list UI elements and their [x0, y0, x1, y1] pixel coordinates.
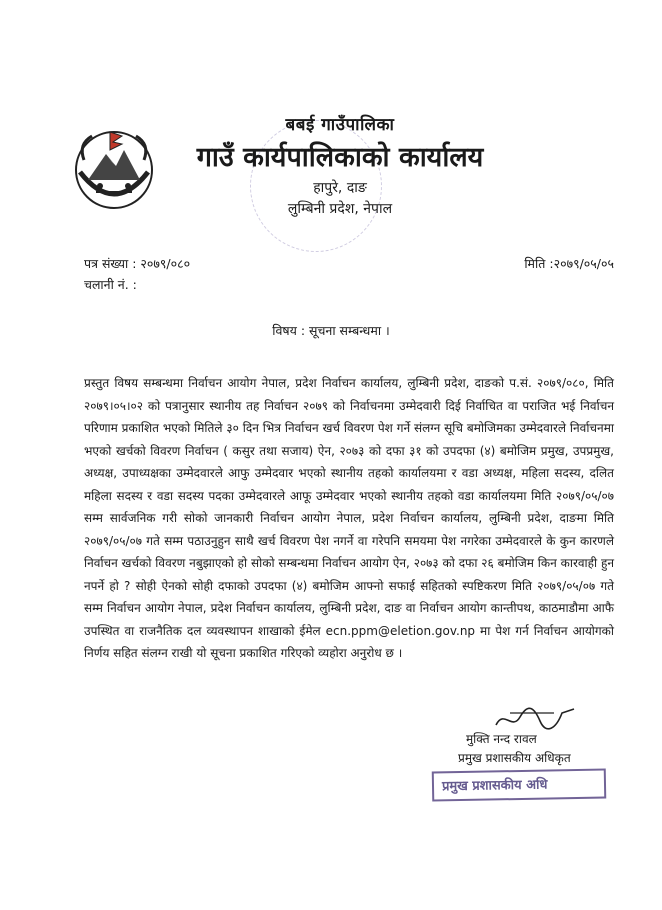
- office-province: लुम्बिनी प्रदेश, नेपाल: [287, 201, 393, 217]
- dispatch-number: चलानी नं. :: [84, 277, 137, 292]
- office-name: गाउँ कार्यपालिकाको कार्यालय: [196, 142, 484, 173]
- reference-number: पत्र संख्या : २०७९/०८०: [84, 256, 191, 271]
- municipality-name: बबई गाउँपालिका: [285, 115, 395, 135]
- letter-subject: विषय : सूचना सम्बन्धमा ।: [272, 323, 390, 338]
- nepal-emblem-icon: [66, 120, 162, 216]
- signatory-name: मुक्ति नन्द रावल: [466, 732, 537, 746]
- handwritten-signature: [490, 703, 580, 733]
- designation-stamp: प्रमुख प्रशासकीय अधि: [432, 768, 606, 801]
- office-location: हापुरे, दाङ: [313, 180, 367, 196]
- signatory-title: प्रमुख प्रशासकीय अधिकृत: [458, 751, 571, 765]
- letter-body: प्रस्तुत विषय सम्बन्धमा निर्वाचन आयोग नेपाल, प्रदेश निर्वाचन कार्यालय, लुम्बिनी प्रदेश, दाङको प.सं. २०७९/०८०, मिति २०७९।०५।०२ को पत्रानुसार स्थानीय तह निर्वाचन २०७९ को निर्वाचनमा उम्मेदवारी दिई निर्वाचित वा पराजित भई निर्वाचन परिणाम प्रकाशित भएको मितिले ३० दिन भित्र निर्वाचन खर्च विवरण पेश गर्ने संलग्न सूचि बमोजिमका उम्मेदवारले निर्वाचनमा भएको खर्चको विवरण निर्वाचन ( कसुर तथा सजाय) ऐन, २०७३ को दफा ३१ को उपदफा (४) बमोजिम प्रमुख, उपप्रमुख, अध्यक्ष, उपाध्यक्षका उम्मेदवारले आफु उम्मेदवार भएको स्थानीय तहको कार्यालयमा र वडा अध्यक्ष, महिला सदस्य, दलित महिला सदस्य र वडा सदस्य पदका उम्मेदवारले आफू उम्मेदवार भएको स्थानीय तहको वडा कार्यालयमा मिति २०७९/०५/०७ सम्म सार्वजनिक गरी सोको जानकारी निर्वाचन आयोग नेपाल, प्रदेश निर्वाचन कार्यालय, लुम्बिनी प्रदेश, दाङमा मिति २०७९/०५/०७ गते सम्म पठाउनुहुन साथै खर्च विवरण पेश नगर्ने वा गरेपनि समयमा पेश नगरेका उम्मेदवारले के कुन कारणले निर्वाचन खर्चको विवरण नबुझाएको हो सोको सम्बन्धमा निर्वाचन आयोग ऐन, २०७३ को दफा २६ बमोजिम किन कारवाही हुन नपर्ने हो ? सोही ऐनको सोही दफाको उपदफा (४) बमोजिम आफ्नो सफाई सहितको स्पष्टिकरण मिति २०७९/०५/०७ गते सम्म निर्वाचन आयोग नेपाल, प्रदेश निर्वाचन कार्यालय, लुम्बिनी प्रदेश, दाङ वा निर्वाचन आयोग कान्तीपथ, काठमाडौमा आफै उपस्थित वा राजनैतिक दल व्यवस्थापन शाखाको ईमेल ecn.ppm@eletion.gov.np मा पेश गर्न निर्वाचन आयोगको निर्णय सहित संलग्न राखी यो सूचना प्रकाशित गरिएको व्यहोरा अनुरोध छ ।: [84, 376, 614, 660]
- letter-date: मिति :२०७९/०५/०५: [524, 256, 614, 271]
- signatory-block: [458, 730, 571, 768]
- letterhead: [180, 112, 500, 218]
